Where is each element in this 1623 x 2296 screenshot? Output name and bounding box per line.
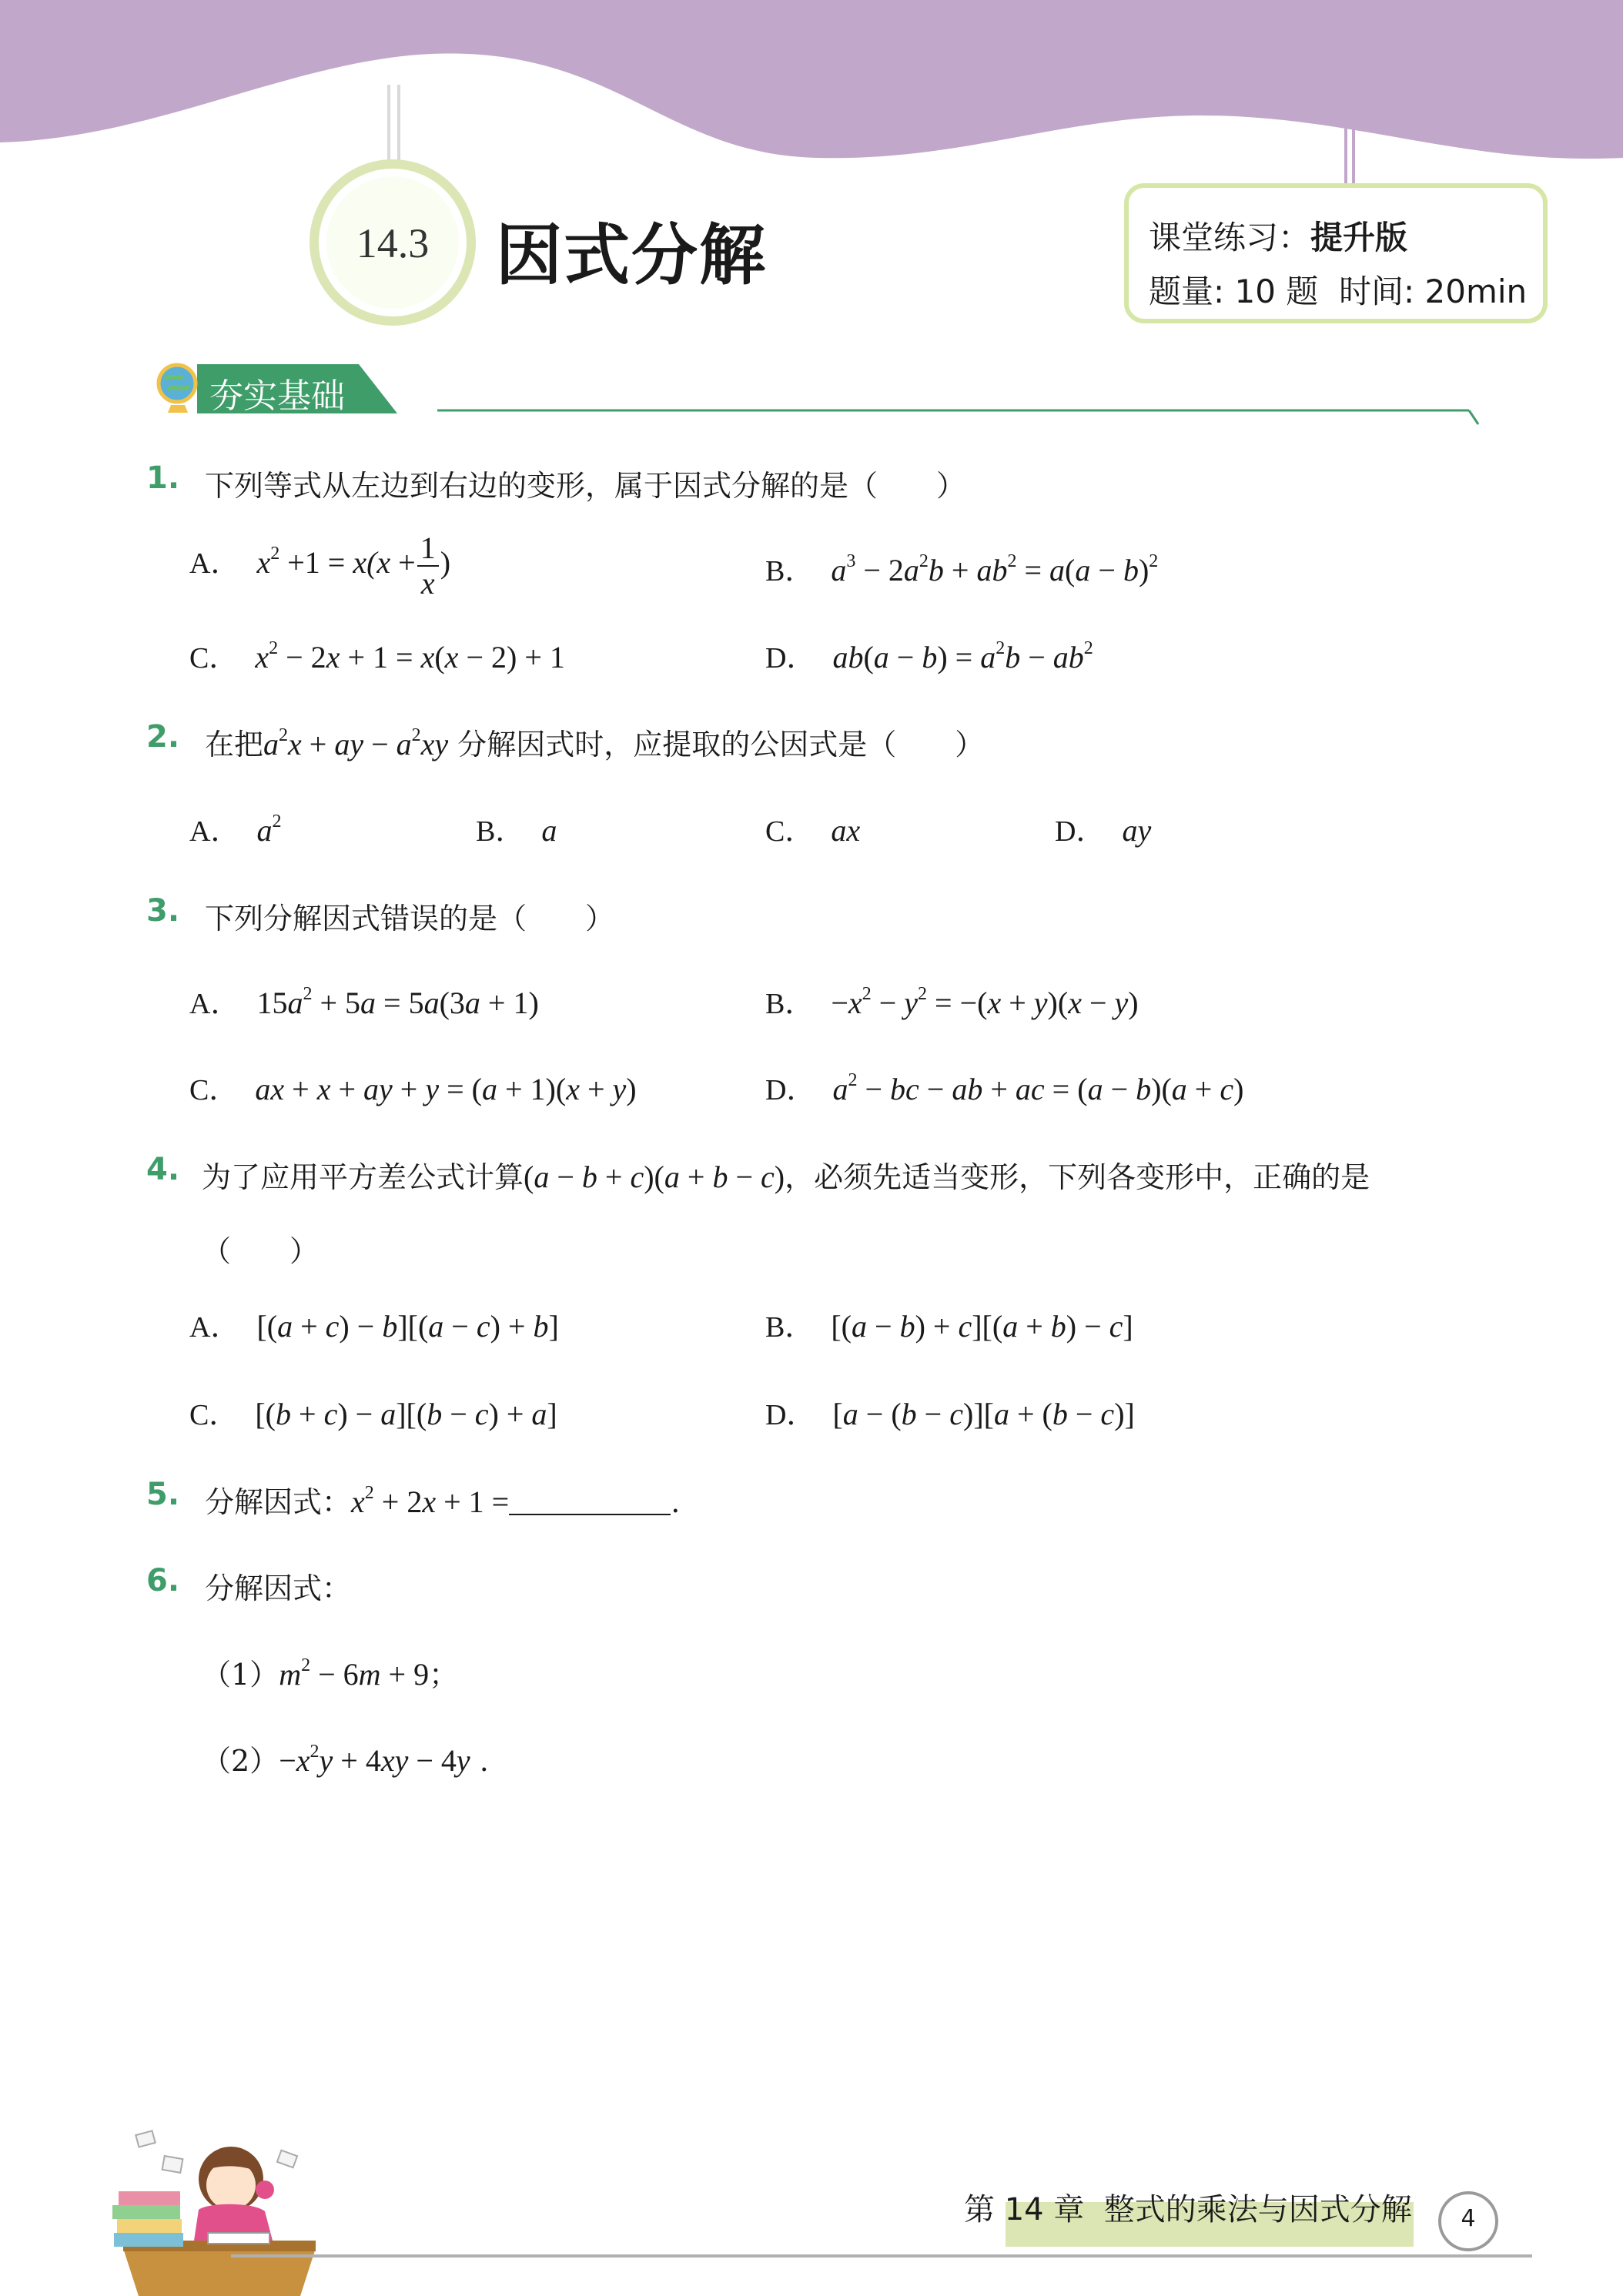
option-label: B． (765, 1311, 815, 1344)
question-3-text: 下列分解因式错误的是（ ） (205, 902, 615, 935)
option-formula: $a^3 - 2a^2b + ab^2 = a(a - b)^2$ (831, 551, 1159, 587)
question-2-formula: $a^2x$ + ay − $a^2xy$ (263, 725, 449, 761)
question-2-text (205, 721, 984, 763)
q3-option-d[interactable] (765, 1066, 1243, 1108)
q2-option-a[interactable] (189, 807, 281, 849)
option-label: A． (189, 1311, 240, 1344)
practice-type-label: 课堂练习： (1149, 219, 1311, 256)
q4-option-b[interactable] (765, 1303, 1133, 1345)
question-2-text-after: 分解因式时，应提取的公因式是（ ） (457, 728, 985, 761)
q6-part-2 (202, 1737, 489, 1779)
page-title: 因式分解 (496, 217, 767, 294)
footer-chapter-title: 第 14 章 整式的乘法与因式分解 (964, 2192, 1412, 2227)
option-formula: ax (831, 813, 861, 848)
option-label: D． (1055, 815, 1106, 848)
option-label: B． (476, 815, 525, 848)
q2-option-c[interactable] (765, 807, 860, 849)
q3-option-c[interactable] (189, 1066, 637, 1108)
option-formula: $15a^2 + 5a = 5a(3a + 1)$ (256, 984, 539, 1020)
practice-level: 提升版 (1310, 219, 1408, 256)
option-label: B． (765, 555, 815, 587)
part-label: （1） (202, 1658, 279, 1692)
option-label: B． (765, 988, 815, 1020)
q2-option-d[interactable] (1055, 807, 1151, 849)
question-5-formula: $x^2 + 2x + 1$ = (351, 1483, 510, 1519)
option-formula: $a^2$ − bc − ab + ac = (a − b)(a + c) (832, 1070, 1244, 1106)
q4-option-c[interactable] (189, 1391, 557, 1433)
question-5-number: 5. (146, 1477, 180, 1512)
section-label: 夯实基础 (209, 377, 345, 416)
option-label: C． (189, 1399, 239, 1431)
question-6-number: 6. (146, 1563, 180, 1598)
option-formula: $a^2$ (256, 812, 282, 848)
question-4-text-before: 为了应用平方差公式计算 (202, 1160, 524, 1194)
option-label: C． (765, 815, 815, 848)
option-label: D． (765, 1074, 816, 1106)
option-label: D． (765, 642, 816, 674)
option-formula: ax + x + ay + y = (a + 1)(x + y) (255, 1072, 637, 1106)
page-number: 4 (1461, 2205, 1476, 2232)
q1-option-b[interactable] (765, 547, 1158, 589)
option-label: C． (189, 1074, 239, 1106)
option-formula: $x^2 +1 = x(x$ + $\frac{1}{x}$ ) (256, 530, 451, 601)
question-6-text: 分解因式： (205, 1571, 352, 1605)
globe-icon (154, 360, 202, 416)
part-formula: $-x^2y + 4xy - 4y$ (279, 1742, 470, 1778)
section-label-banner (151, 358, 1491, 435)
section-number: 14.3 (356, 220, 430, 266)
question-1-text: 下列等式从左边到右边的变形，属于因式分解的是（ ） (205, 469, 966, 503)
question-2-text-before: 在把 (205, 728, 264, 761)
part-label: （2） (202, 1744, 279, 1778)
option-formula: $x^2 - 2x + 1 = x(x - 2) + 1$ (255, 638, 565, 674)
option-formula: [(b + c) − a][(b − c) + a] (255, 1397, 557, 1431)
q4-option-a[interactable] (189, 1303, 559, 1345)
option-formula: ay (1122, 813, 1152, 848)
q2-option-b[interactable] (476, 807, 557, 849)
option-formula: a (541, 813, 557, 848)
question-1-number: 1. (146, 460, 180, 496)
question-2-number: 2. (146, 719, 180, 755)
q6-part-1 (202, 1651, 458, 1693)
q1-option-a[interactable] (189, 531, 450, 601)
option-formula: [(a − b) + c][(a + b) − c] (831, 1309, 1133, 1344)
q1-option-d[interactable] (765, 634, 1093, 676)
question-5-text (205, 1478, 680, 1521)
option-formula: [a − (b − c)][a + (b − c)] (832, 1397, 1135, 1431)
question-4-answer-bracket: （ ） (202, 1234, 320, 1268)
q1-option-c[interactable] (189, 634, 565, 676)
top-wave-banner (0, 0, 1623, 200)
q4-option-d[interactable] (765, 1391, 1135, 1433)
practice-info-line2: 题量: 10 题 时间: 20min (1149, 273, 1528, 310)
question-5-text-after: . (671, 1485, 681, 1519)
question-4-number: 4. (146, 1152, 180, 1187)
option-label: A． (189, 547, 240, 581)
practice-info-line1 (1149, 213, 1407, 259)
question-4-text (202, 1153, 1370, 1196)
option-label: A． (189, 988, 240, 1020)
option-label: C． (189, 642, 239, 674)
option-formula: [(a + c) − b][(a − c) + b] (256, 1309, 559, 1344)
option-formula: $ab(a - b) = a^2b - ab^2$ (832, 638, 1093, 674)
option-formula: $-x^2 - y^2 = -(x + y)(x - y)$ (831, 984, 1139, 1020)
option-label: A． (189, 815, 240, 848)
question-5-text-before: 分解因式： (205, 1485, 352, 1519)
part-formula: $m^2 - 6m + 9$ (279, 1655, 430, 1692)
question-3-number: 3. (146, 893, 180, 929)
question-4-text-after: ，必须先适当变形，下列各变形中，正确的是 (785, 1160, 1370, 1194)
answer-blank[interactable] (509, 1488, 671, 1515)
option-label: D． (765, 1399, 816, 1431)
part-end: . (479, 1744, 489, 1778)
q3-option-b[interactable] (765, 979, 1139, 1022)
question-4-formula: (a − b + c)(a + b − c) (524, 1160, 785, 1194)
part-end: ； (429, 1658, 459, 1692)
q3-option-a[interactable] (189, 979, 539, 1022)
